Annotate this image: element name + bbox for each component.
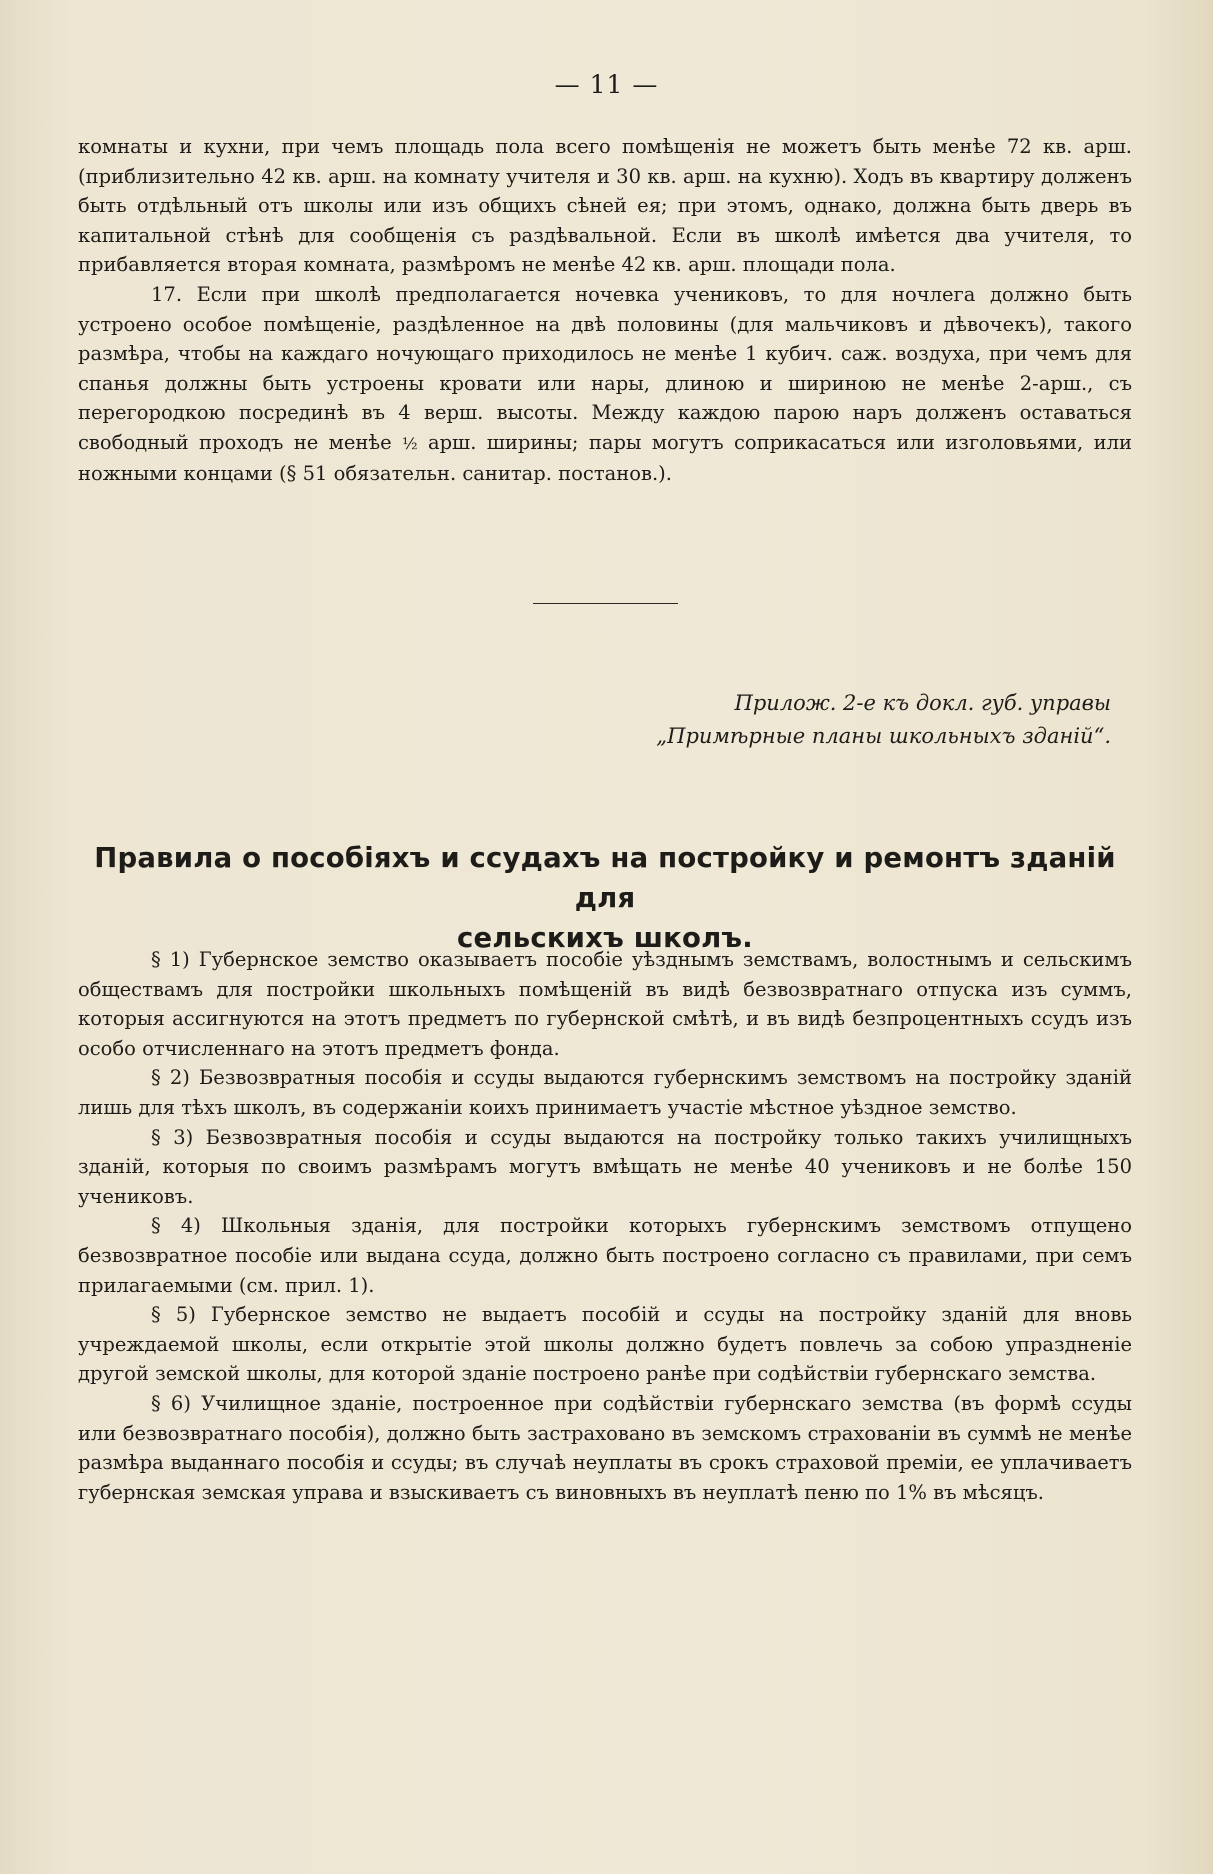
section-heading — [78, 838, 1132, 958]
section-6 — [78, 1389, 1132, 1507]
heading-line-1: Правила о пособіяхъ и ссудахъ на постройку и ремонтъ зданій для — [94, 842, 1116, 914]
section-2: § 2) Безвозвратныя пособія и ссуды выдаются губернскимъ земствомъ на постройку зданій лишь для тѣхъ школъ, въ содержаніи коихъ принимаетъ участіе мѣстное уѣздное земство. — [78, 1066, 1132, 1119]
continued-text-block — [78, 132, 1132, 488]
section-6-end: въ мѣсяцъ. — [933, 1480, 1044, 1504]
paragraph-17 — [78, 280, 1132, 488]
heading-line-2: сельскихъ школъ. — [457, 922, 753, 954]
paragraph-17-end: арш. ширины; пары могутъ соприкасаться или изголовьями, или ножными концами (§ 51 обязательн. санитар. постанов.). — [78, 430, 1132, 485]
section-1: § 1) Губернское земство оказываетъ пособіе уѣзднымъ земствамъ, волостнымъ и сельскимъ обществамъ для постройки школьныхъ помѣщеній въ видѣ безвозвратнаго отпуска изъ суммъ, которыя ассигнуются на этотъ предметъ по губернской смѣтѣ, и въ видѣ безпроцентныхъ ссудъ изъ особо отчисленнаго на этотъ предметъ фонда. — [78, 948, 1132, 1060]
section-divider — [533, 603, 678, 604]
appendix-line-2: „Примѣрные планы школьныхъ зданій“. — [656, 724, 1111, 748]
page-number: — 11 — — [554, 70, 659, 99]
section-5: § 5) Губернское земство не выдаетъ пособій и ссуды на постройку зданій для вновь учреждаемой школы, если открытіе этой школы должно будетъ повлечь за собою упраздненіе другой земской школы, для которой зданіе построено ранѣе при содѣйствіи губернскаго земства. — [78, 1303, 1132, 1386]
paragraph-17-text: 17. Если при школѣ предполагается ночевка учениковъ, то для ночлега должно быть устроено особое помѣщеніе, раздѣленное на двѣ половины (для мальчиковъ и дѣвочекъ), такого размѣра, чтобы на каждаго ночующаго приходилось не менѣе 1 кубич. саж. воздуха, при чемъ для спанья должны быть устроены кровати или нары, длиною и шириною не менѣе 2-арш., съ перегородкою посрединѣ въ 4 верш. высоты. Между каждою парою наръ долженъ оставаться свободный проходъ не менѣе — [78, 282, 1132, 454]
rules-text-block — [78, 945, 1132, 1507]
percent-value: 1% — [895, 1480, 927, 1504]
paragraph-continued: комнаты и кухни, при чемъ площадь пола всего помѣщенія не можетъ быть менѣе 72 кв. арш. (приблизительно 42 кв. арш. на комнату учителя и 30 кв. арш. на кухню). Ходъ въ квартиру долженъ быть отдѣльный отъ школы или изъ общихъ сѣней ея; при этомъ, однако, должна быть дверь въ капитальной стѣнѣ для сообщенія съ раздѣвальной. Если въ школѣ имѣется два учителя, то прибавляется вторая комната, размѣромъ не менѣе 42 кв. арш. площади пола. — [78, 135, 1132, 277]
section-4: § 4) Школьныя зданія, для постройки которыхъ губернскимъ земствомъ отпущено безвозвратное пособіе или выдана ссуда, должно быть построено согласно съ правилами, при семъ прилагаемыми (см. прил. 1). — [78, 1214, 1132, 1297]
section-6-text: § 6) Училищное зданіе, построенное при содѣйствіи губернскаго земства (въ формѣ ссуды или безвозвратнаго пособія), должно быть застраховано въ земскомъ страхованіи въ суммѣ не менѣе размѣра выданнаго пособія и ссуды; въ случаѣ неуплаты въ срокъ страховой преміи, ее уплачиваетъ губернская земская управа и взыскиваетъ съ виновныхъ въ неуплатѣ пеню по — [78, 1391, 1132, 1504]
fraction-half: ½ — [402, 433, 418, 453]
appendix-note — [656, 687, 1111, 753]
section-3: § 3) Безвозвратныя пособія и ссуды выдаются на постройку только такихъ училищныхъ зданій, которыя по своимъ размѣрамъ могутъ вмѣщать не менѣе 40 учениковъ и не болѣе 150 учениковъ. — [78, 1125, 1132, 1208]
appendix-line-1: Прилож. 2-е къ докл. губ. управы — [734, 691, 1111, 715]
